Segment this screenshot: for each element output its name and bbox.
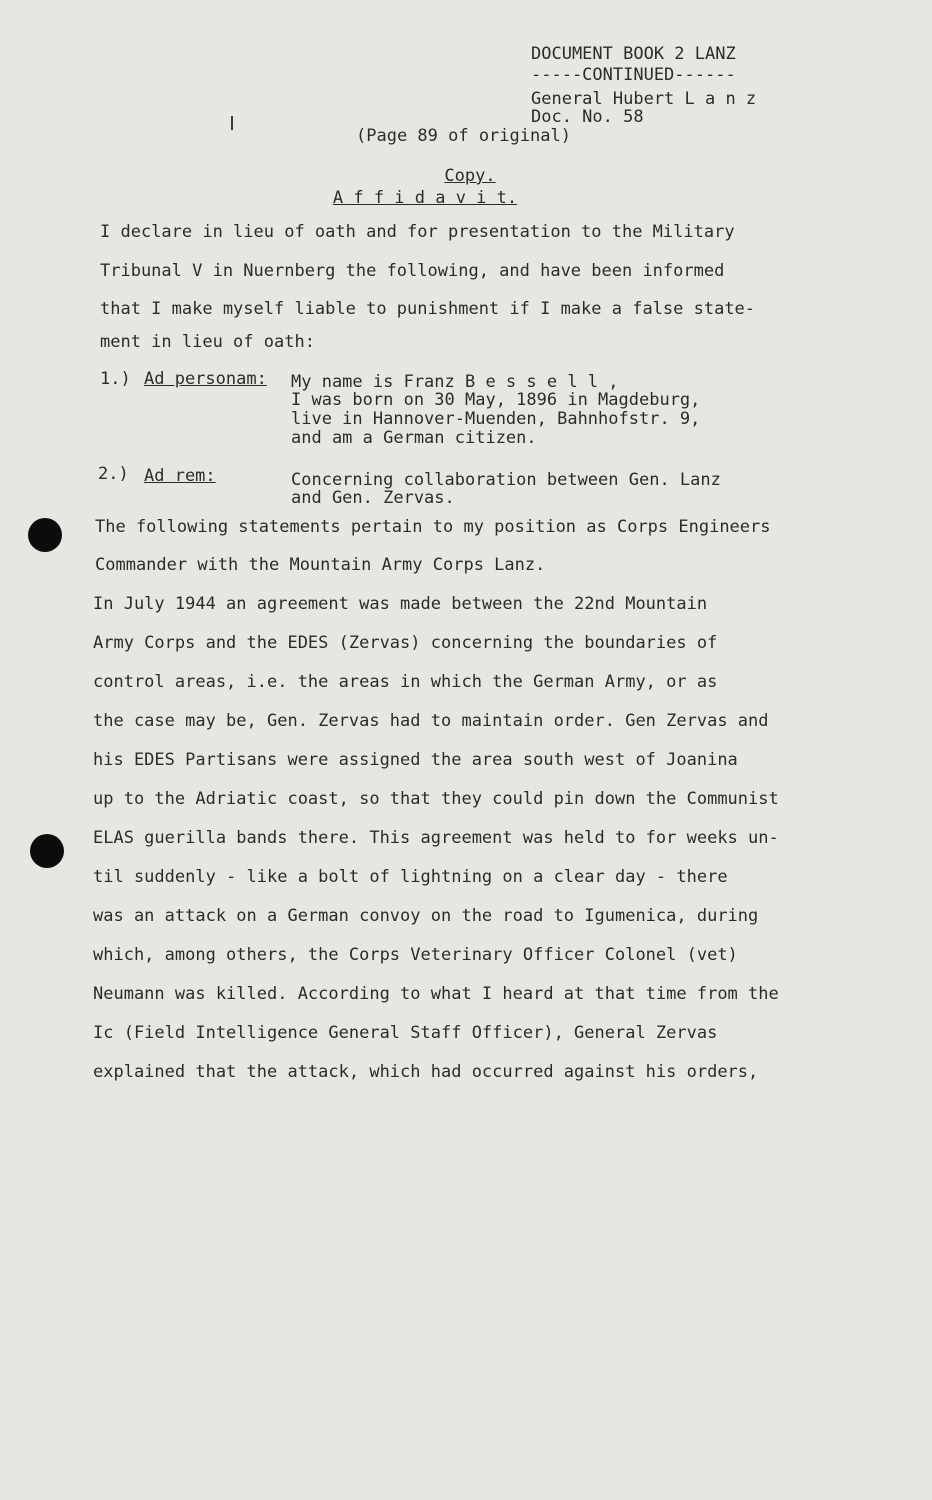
para2-line: which, among others, the Corps Veterinary Officer Colonel (vet)	[93, 945, 738, 965]
header-continued: -----CONTINUED------	[531, 65, 736, 85]
punch-hole	[30, 834, 64, 868]
item1-line: and am a German citizen.	[291, 428, 537, 448]
para2-line: Army Corps and the EDES (Zervas) concerning the boundaries of	[93, 633, 718, 653]
para2-line: up to the Adriatic coast, so that they could pin down the Communist	[93, 789, 779, 809]
item1-line: I was born on 30 May, 1896 in Magdeburg,	[291, 390, 701, 410]
item2-line: Concerning collaboration between Gen. Lanz	[291, 470, 721, 490]
para1-line: Commander with the Mountain Army Corps Lanz.	[95, 555, 546, 575]
punch-hole	[28, 518, 62, 552]
header-general-name: General Hubert L a n z	[531, 89, 757, 109]
para2-line: Neumann was killed. According to what I heard at that time from the	[93, 984, 779, 1004]
affidavit-title: A f f i d a v i t.	[332, 188, 518, 208]
item2-number: 2.)	[98, 464, 129, 484]
header-doc-number: Doc. No. 58	[531, 107, 644, 127]
item2-line: and Gen. Zervas.	[291, 488, 455, 508]
item1-line: My name is Franz B e s s e l l ,	[291, 372, 619, 392]
item1-number: 1.)	[100, 369, 131, 389]
para2-line: the case may be, Gen. Zervas had to maintain order. Gen Zervas and	[93, 711, 769, 731]
header-page-ref: (Page 89 of original)	[356, 126, 571, 146]
header-document-book: DOCUMENT BOOK 2 LANZ	[531, 44, 736, 64]
para2-line: was an attack on a German convoy on the road to Igumenica, during	[93, 906, 759, 926]
item1-label: Ad personam:	[144, 369, 267, 389]
para2-line: til suddenly - like a bolt of lightning on a clear day - there	[93, 867, 728, 887]
margin-mark	[231, 116, 233, 130]
para2-line: In July 1944 an agreement was made between the 22nd Mountain	[93, 594, 708, 614]
intro-line: I declare in lieu of oath and for presentation to the Military	[100, 222, 735, 242]
para2-line: explained that the attack, which had occurred against his orders,	[93, 1062, 759, 1082]
para2-line: ELAS guerilla bands there. This agreement was held to for weeks un-	[93, 828, 779, 848]
para2-line: control areas, i.e. the areas in which the German Army, or as	[93, 672, 718, 692]
intro-line: Tribunal V in Nuernberg the following, and have been informed	[100, 261, 725, 281]
copy-label: Copy.	[444, 166, 496, 186]
intro-line: ment in lieu of oath:	[100, 332, 315, 352]
para2-line: his EDES Partisans were assigned the area south west of Joanina	[93, 750, 738, 770]
para1-line: The following statements pertain to my position as Corps Engineers	[95, 517, 771, 537]
intro-line: that I make myself liable to punishment if I make a false state-	[100, 299, 756, 319]
item2-label: Ad rem:	[144, 466, 216, 486]
item1-line: live in Hannover-Muenden, Bahnhofstr. 9,	[291, 409, 701, 429]
para2-line: Ic (Field Intelligence General Staff Officer), General Zervas	[93, 1023, 718, 1043]
